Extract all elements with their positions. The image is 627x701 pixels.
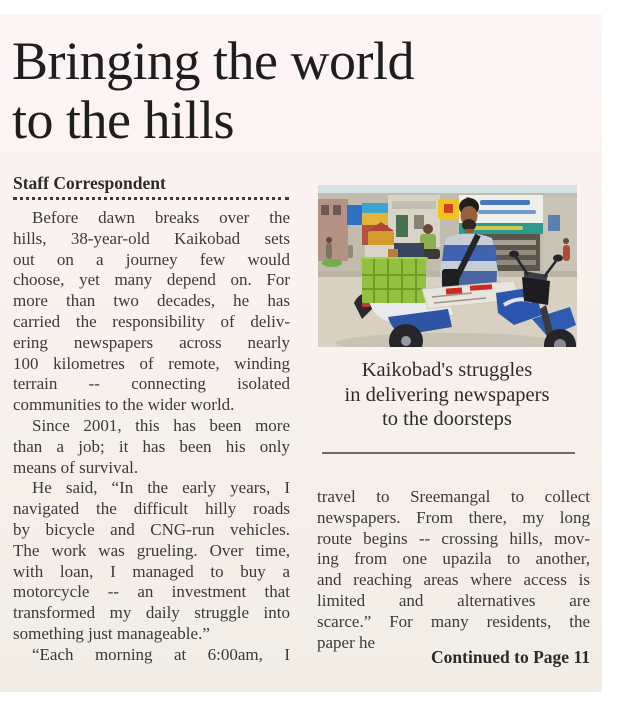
body-text-line: Since 2001, this has been more — [32, 415, 290, 435]
body-text-line: with loan, I managed to buy a — [13, 561, 290, 581]
rickshaw — [368, 231, 394, 247]
article-photo — [318, 185, 577, 347]
body-text-line: by bicycle and CNG-run vehicles. — [13, 519, 290, 539]
body-text-line: travel to Sreemangal to collect — [317, 487, 590, 506]
blue-signboard — [347, 205, 362, 225]
paragraph — [13, 478, 290, 644]
pedestrian — [563, 245, 570, 261]
right-mirror — [553, 255, 563, 262]
body-text-line: Before dawn breaks over the — [32, 208, 290, 227]
body-text-line: transformed my daily struggle into — [13, 603, 290, 623]
body-text-line: out on a journey few would — [13, 249, 290, 269]
body-text-line: He said, “In the early years, I — [32, 478, 290, 498]
cyan-signboard — [362, 203, 388, 213]
body-text-line: more than two decades, he has — [13, 291, 290, 311]
body-text-line: carried the responsibility of deliv- — [13, 311, 290, 331]
newspaper-clipping — [0, 14, 602, 692]
body-text-line: means of survival. — [13, 457, 139, 477]
body-text-line: route begins -- crossing hills, mov- — [317, 528, 590, 548]
street-scene-illustration — [318, 185, 577, 347]
body-text-line: choose, yet many depend on. For — [13, 270, 290, 290]
body-text-line: newspapers. From there, my long — [317, 507, 590, 527]
photo-caption — [314, 358, 580, 432]
package-bundle — [394, 243, 424, 258]
body-text-line: something just manageable.” — [13, 623, 210, 643]
caption-rule — [322, 452, 575, 454]
caption-line: to the doorsteps — [382, 408, 512, 430]
caption-line: in delivering newspapers — [344, 383, 550, 406]
vegetable-basket — [322, 259, 342, 267]
body-right-column — [317, 487, 590, 653]
paragraph — [13, 645, 290, 666]
body-text-line: navigated the difficult hilly roads — [13, 499, 290, 519]
pedestrian — [326, 243, 332, 259]
body-text-line: than a job; it has been his only — [13, 436, 290, 456]
body-text-line: The work was grueling. Over time, — [13, 540, 290, 560]
headline-line: Bringing the world — [12, 31, 414, 91]
caption-line: Kaikobad's struggles — [361, 359, 533, 381]
body-left-column — [13, 208, 290, 666]
body-text-line: “Each morning at 6:00am, I — [32, 644, 290, 664]
green-shutter — [396, 215, 408, 237]
body-text-line: limited and alternatives are — [317, 590, 590, 610]
paragraph — [13, 416, 290, 478]
body-text-line: 100 kilometres of remote, winding — [13, 353, 290, 373]
left-mirror — [509, 251, 519, 258]
body-text-line: hills, 38-year-old Kaikobad sets — [13, 228, 290, 248]
right-building — [543, 197, 577, 277]
byline: Staff Correspondent — [13, 173, 166, 193]
headline-line: to the hills — [12, 90, 234, 150]
yellow-awning — [362, 213, 388, 225]
byline-dotted-rule — [13, 197, 289, 200]
body-text-line: communities to the wider world. — [13, 395, 235, 415]
body-text-line: terrain -- connecting isolated — [13, 374, 290, 394]
body-text-line: scarce.” For many residents, the — [317, 611, 590, 631]
body-text-line: paper he — [317, 632, 376, 652]
body-text-line: ing from one upazila to another, — [317, 549, 590, 569]
headlamp — [522, 277, 550, 305]
continued-notice: Continued to Page 11 — [431, 647, 590, 667]
article-headline — [12, 32, 572, 150]
paragraph — [13, 208, 290, 416]
body-text-line: and reaching areas where access is — [317, 570, 590, 590]
body-text-line: motorcycle -- an investment that — [13, 582, 290, 602]
pedestrian — [348, 245, 353, 258]
body-text-line: ering newspapers across nearly — [13, 332, 290, 352]
paragraph — [317, 487, 590, 653]
